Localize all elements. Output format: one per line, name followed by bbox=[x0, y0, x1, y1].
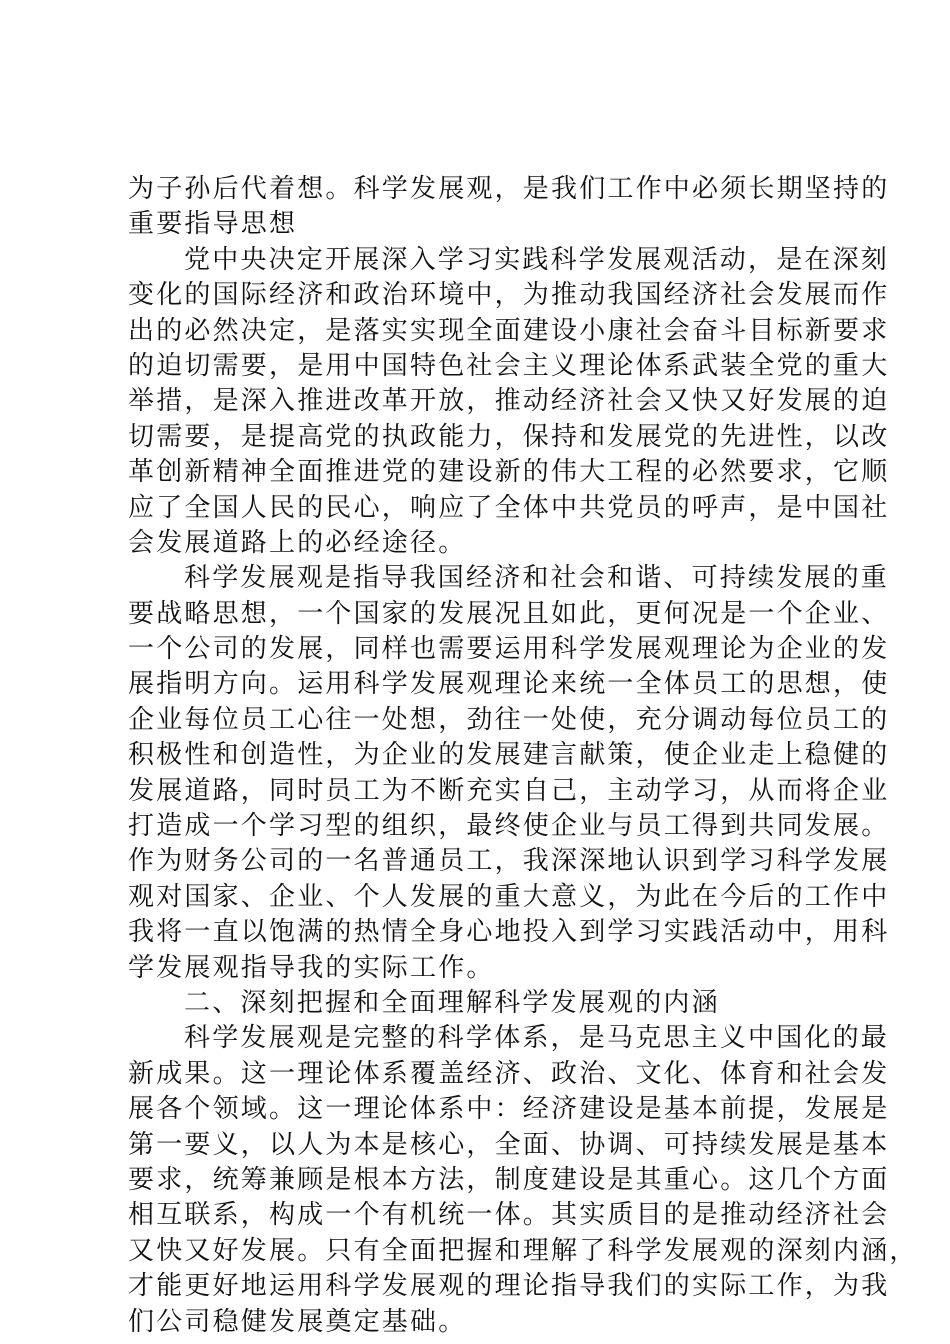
text-line: 我将一直以饱满的热情全身心地投入到学习实践活动中，用科 bbox=[128, 917, 890, 948]
paragraph-first-line: 党中央决定开展深入学习实践科学发展观活动，是在深刻 bbox=[184, 244, 890, 275]
text-line: 的迫切需要，是用中国特色社会主义理论体系武装全党的重大 bbox=[128, 350, 890, 381]
text-line: 革创新精神全面推进党的建设新的伟大工程的必然要求，它顺 bbox=[128, 457, 890, 488]
paragraph-first-line: 科学发展观是完整的科学体系，是马克思主义中国化的最 bbox=[184, 1023, 890, 1054]
text-line: 发展道路，同时员工为不断充实自己，主动学习，从而将企业 bbox=[128, 775, 890, 806]
text-line: 要战略思想，一个国家的发展况且如此，更何况是一个企业、 bbox=[128, 598, 890, 629]
section-heading: 二、深刻把握和全面理解科学发展观的内涵 bbox=[184, 987, 720, 1018]
text-line: 变化的国际经济和政治环境中，为推动我国经济社会发展而作 bbox=[128, 280, 890, 311]
document-body bbox=[128, 172, 918, 1340]
text-line: 们公司稳健发展奠定基础。 bbox=[128, 1306, 467, 1337]
text-line: 新成果。这一理论体系覆盖经济、政治、文化、体育和社会发 bbox=[128, 1058, 890, 1089]
text-line: 作为财务公司的一名普通员工，我深深地认识到学习科学发展 bbox=[128, 846, 890, 877]
text-line: 重要指导思想 bbox=[128, 209, 298, 240]
text-line: 一个公司的发展，同样也需要运用科学发展观理论为企业的发 bbox=[128, 634, 890, 665]
text-line: 会发展道路上的必经途径。 bbox=[128, 527, 467, 558]
text-line: 第一要义，以人为本是核心，全面、协调、可持续发展是基本 bbox=[128, 1129, 890, 1160]
text-line: 观对国家、企业、个人发展的重大意义，为此在今后的工作中 bbox=[128, 881, 890, 912]
paragraph-first-line: 科学发展观是指导我国经济和社会和谐、可持续发展的重 bbox=[184, 563, 890, 594]
text-line: 举措，是深入推进改革开放，推动经济社会又快又好发展的迫 bbox=[128, 386, 890, 417]
text-line: 展指明方向。运用科学发展观理论来统一全体员工的思想，使 bbox=[128, 669, 890, 700]
text-line: 展各个领域。这一理论体系中：经济建设是基本前提，发展是 bbox=[128, 1094, 890, 1125]
text-line: 又快又好发展。只有全面把握和理解了科学发展观的深刻内涵， bbox=[128, 1235, 918, 1266]
text-line: 切需要，是提高党的执政能力，保持和发展党的先进性，以改 bbox=[128, 421, 890, 452]
text-line: 才能更好地运用科学发展观的理论指导我们的实际工作，为我 bbox=[128, 1271, 890, 1302]
text-line: 出的必然决定，是落实实现全面建设小康社会奋斗目标新要求 bbox=[128, 315, 890, 346]
text-line: 应了全国人民的民心，响应了全体中共党员的呼声，是中国社 bbox=[128, 492, 890, 523]
text-line: 打造成一个学习型的组织，最终使企业与员工得到共同发展。 bbox=[128, 811, 890, 842]
text-line: 为子孙后代着想。科学发展观，是我们工作中必须长期坚持的 bbox=[128, 174, 890, 204]
text-line: 企业每位员工心往一处想，劲往一处使，充分调动每位员工的 bbox=[128, 704, 890, 735]
text-line: 学发展观指导我的实际工作。 bbox=[128, 952, 495, 983]
text-line: 相互联系，构成一个有机统一体。其实质目的是推动经济社会 bbox=[128, 1200, 890, 1231]
text-line: 要求，统筹兼顾是根本方法，制度建设是其重心。这几个方面 bbox=[128, 1164, 890, 1195]
text-line: 积极性和创造性，为企业的发展建言献策，使企业走上稳健的 bbox=[128, 740, 890, 771]
